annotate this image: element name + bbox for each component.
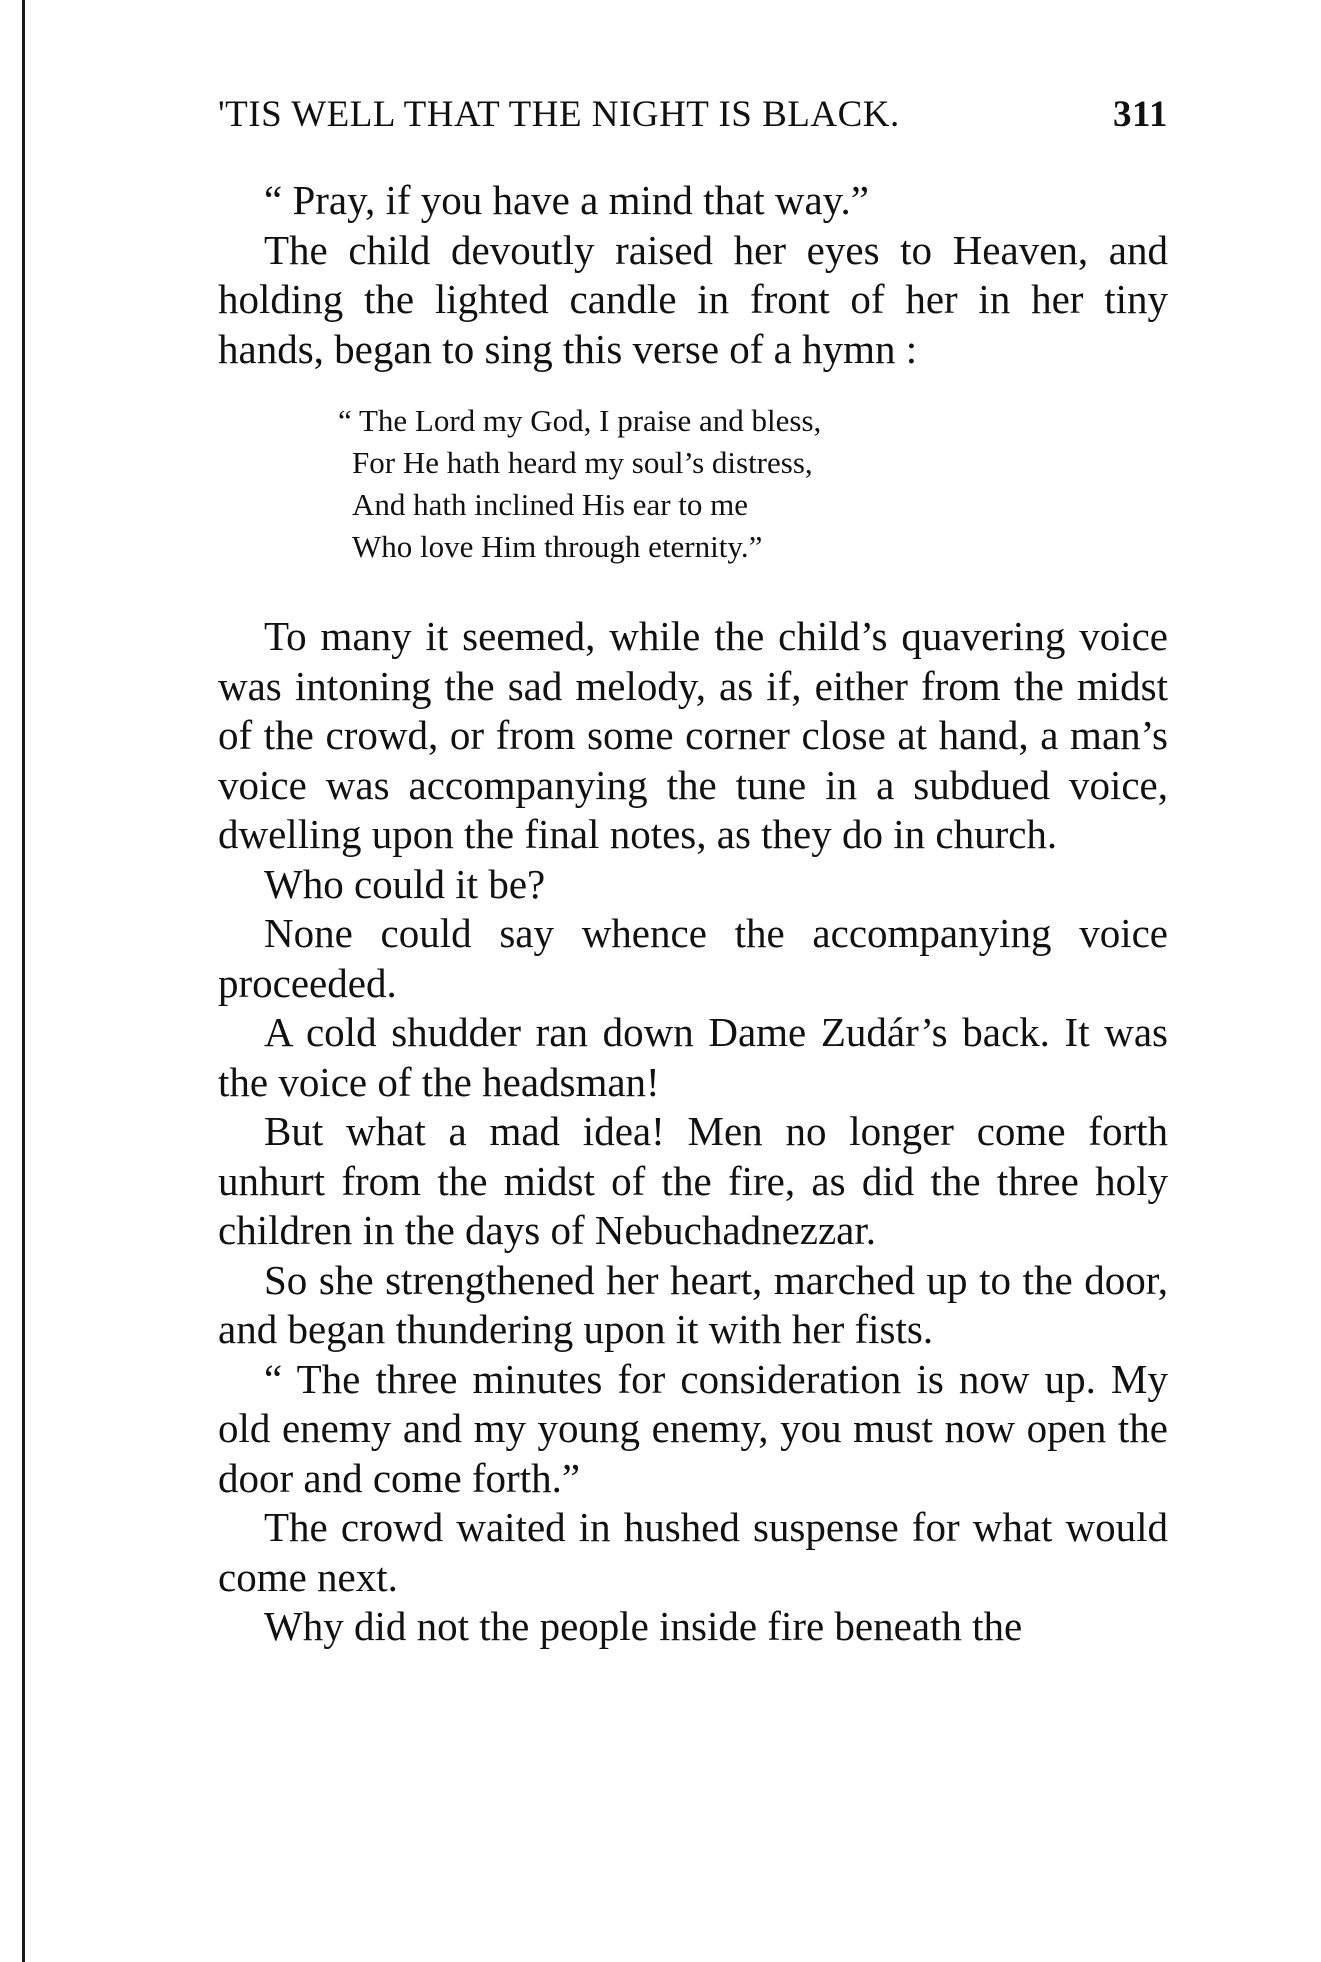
- paragraph: To many it seemed, while the child’s quavering voice was intoning the sad melody, as if, either from the midst of the crowd, or from some corner close at hand, a man’s voice was accompanying the tune in a subdued voice, dwelling upon the final notes, as they do in church.: [218, 613, 1168, 857]
- paragraph: “ Pray, if you have a mind that way.”: [264, 177, 869, 223]
- verse-line: “ The Lord my God, I praise and bless,: [338, 403, 822, 438]
- paragraph: Who could it be?: [264, 860, 546, 907]
- paragraph: “ The three minutes for consideration is now up. My old enemy and my young enemy, you must now open the door and come forth.”: [218, 1355, 1168, 1501]
- running-header: [218, 92, 1168, 138]
- running-title: 'TIS WELL THAT THE NIGHT IS BLACK.: [218, 94, 900, 135]
- paragraph: Why did not the people inside fire beneath the: [264, 1603, 1023, 1649]
- verse-line: For He hath heard my soul’s distress,: [352, 445, 813, 480]
- page-body: [218, 176, 1168, 1652]
- paragraph: The crowd waited in hushed suspense for what would come next.: [218, 1504, 1168, 1600]
- hymn-verse: [338, 400, 1168, 568]
- verse-line: Who love Him through eternity.”: [352, 529, 763, 564]
- page-number: 311: [1113, 94, 1168, 135]
- page-margin-rule: [22, 0, 25, 1962]
- paragraph: A cold shudder ran down Dame Zudár’s back. It was the voice of the headsman!: [218, 1009, 1168, 1105]
- paragraph: But what a mad idea! Men no longer come forth unhurt from the midst of the fire, as did the three holy children in the days of Nebuchadnezzar.: [218, 1108, 1168, 1253]
- paragraph: So she strengthened her heart, marched up to the door, and began thundering upon it with her fists.: [218, 1256, 1168, 1352]
- verse-line: And hath inclined His ear to me: [352, 487, 749, 522]
- paragraph: The child devoutly raised her eyes to Heaven, and holding the lighted candle in front of her in her tiny hands, began to sing this verse of a hymn :: [218, 226, 1168, 372]
- paragraph: None could say whence the accompanying voice proceeded.: [218, 910, 1168, 1006]
